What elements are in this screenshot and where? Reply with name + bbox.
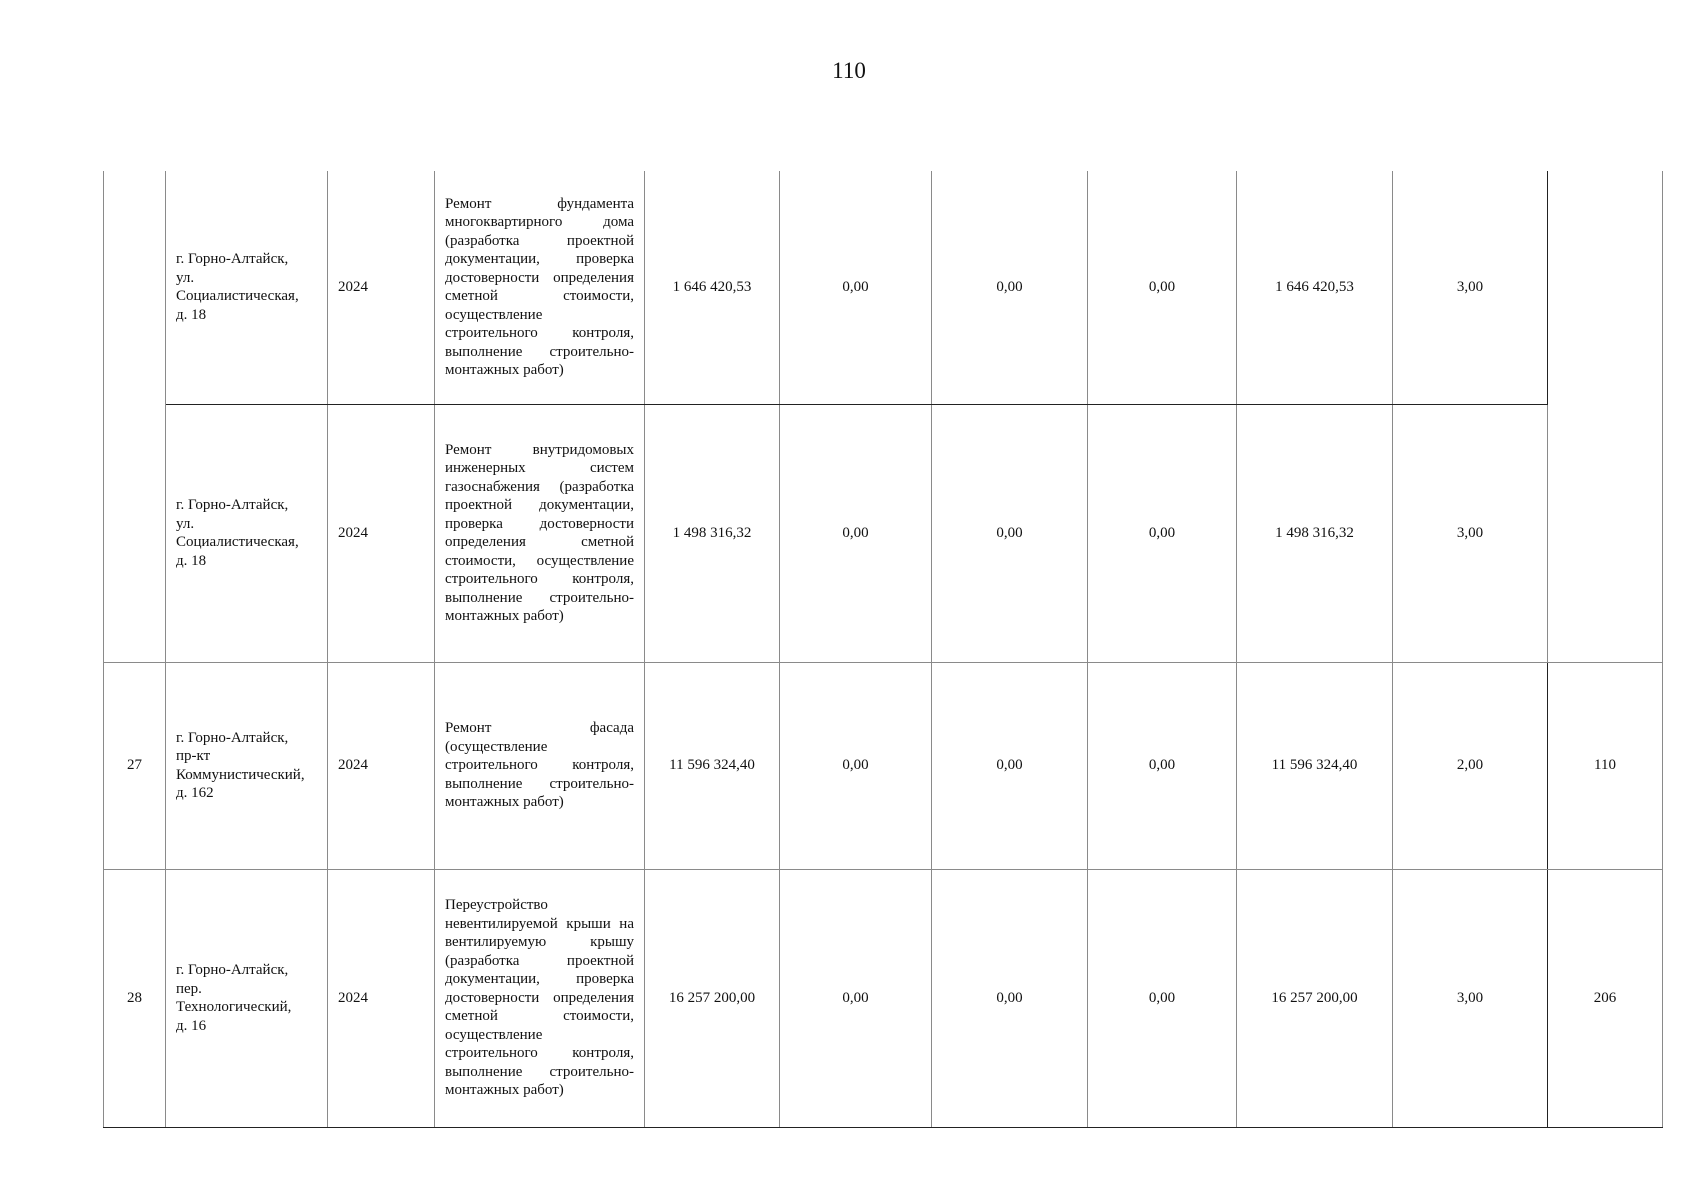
total-cost-cell: 11 596 324,40 bbox=[645, 662, 780, 869]
work-description-cell: Ремонт внутридомовых инженерных систем газоснабжения (разработка проектной документации, проверка достоверности определения сметной стоимости, осуществление строительного контроля, выполнение строительно-монтажных работ) bbox=[435, 404, 645, 662]
total-cost-cell: 1 646 420,53 bbox=[645, 171, 780, 404]
fund-cell: 0,00 bbox=[932, 869, 1088, 1127]
address-line: д. 16 bbox=[176, 1017, 207, 1034]
fund-cell: 0,00 bbox=[1088, 662, 1237, 869]
rate-cell: 2,00 bbox=[1393, 662, 1548, 869]
rate-cell: 3,00 bbox=[1393, 404, 1548, 662]
address-line: Технологический, bbox=[176, 999, 292, 1015]
address-line: д. 18 bbox=[176, 306, 207, 323]
address-line: г. Горно-Алтайск, bbox=[176, 497, 289, 513]
fund-cell: 0,00 bbox=[1088, 171, 1237, 404]
address-line: Коммунистический, bbox=[176, 766, 305, 783]
address-line: д. 162 bbox=[176, 785, 214, 801]
total-cost-cell: 1 498 316,32 bbox=[645, 404, 780, 662]
owner-funds-cell: 1 498 316,32 bbox=[1237, 404, 1393, 662]
year-cell: 2024 bbox=[328, 404, 435, 662]
fund-cell: 0,00 bbox=[780, 404, 932, 662]
table-row bbox=[104, 869, 1663, 1127]
address-line: ул. bbox=[176, 515, 195, 532]
fund-cell: 0,00 bbox=[1088, 404, 1237, 662]
fund-cell: 0,00 bbox=[932, 662, 1088, 869]
address-line: пер. bbox=[176, 980, 202, 997]
address-cell bbox=[166, 662, 328, 869]
year-cell: 2024 bbox=[328, 171, 435, 404]
work-description-cell: Переустройство невентилируемой крыши на вентилируемую крышу (разработка проектной документации, проверка достоверности определения сметной стоимости, осуществление строительного контроля, выполнение строительно-монтажных работ) bbox=[435, 869, 645, 1127]
address-line: г. Горно-Алтайск, bbox=[176, 962, 289, 978]
owner-funds-cell: 11 596 324,40 bbox=[1237, 662, 1393, 869]
last-cell bbox=[1548, 171, 1663, 662]
table-row bbox=[104, 404, 1663, 662]
address-line: ул. bbox=[176, 269, 195, 286]
fund-cell: 0,00 bbox=[780, 662, 932, 869]
fund-cell: 0,00 bbox=[1088, 869, 1237, 1127]
fund-cell: 0,00 bbox=[932, 171, 1088, 404]
rate-cell: 3,00 bbox=[1393, 171, 1548, 404]
table-row bbox=[104, 171, 1663, 404]
address-cell bbox=[166, 171, 328, 404]
address-line: Социалистическая, bbox=[176, 534, 299, 550]
address-cell bbox=[166, 404, 328, 662]
total-cost-cell: 16 257 200,00 bbox=[645, 869, 780, 1127]
address-cell bbox=[166, 869, 328, 1127]
last-cell: 110 bbox=[1548, 662, 1663, 869]
row-number-cell bbox=[104, 171, 166, 662]
owner-funds-cell: 1 646 420,53 bbox=[1237, 171, 1393, 404]
address-line: Социалистическая, bbox=[176, 288, 299, 305]
repair-registry-table bbox=[103, 171, 1663, 1128]
fund-cell: 0,00 bbox=[780, 869, 932, 1127]
rate-cell: 3,00 bbox=[1393, 869, 1548, 1127]
address-line: г. Горно-Алтайск, bbox=[176, 251, 289, 268]
work-description-cell: Ремонт фундамента многоквартирного дома (разработка проектной документации, проверка достоверности определения сметной стоимости, осуществление строительного контроля, выполнение строительно-монтажных работ) bbox=[435, 171, 645, 404]
work-description-cell: Ремонт фасада (осуществление строительного контроля, выполнение строительно-монтажных работ) bbox=[435, 662, 645, 869]
owner-funds-cell: 16 257 200,00 bbox=[1237, 869, 1393, 1127]
last-cell: 206 bbox=[1548, 869, 1663, 1127]
row-number-cell: 27 bbox=[104, 662, 166, 869]
page-number: 110 bbox=[832, 58, 866, 83]
table-row bbox=[104, 662, 1663, 869]
address-line: г. Горно-Алтайск, bbox=[176, 729, 289, 746]
row-number-cell: 28 bbox=[104, 869, 166, 1127]
fund-cell: 0,00 bbox=[932, 404, 1088, 662]
fund-cell: 0,00 bbox=[780, 171, 932, 404]
address-line: д. 18 bbox=[176, 552, 207, 569]
year-cell: 2024 bbox=[328, 869, 435, 1127]
year-cell: 2024 bbox=[328, 662, 435, 869]
address-line: пр-кт bbox=[176, 748, 211, 764]
